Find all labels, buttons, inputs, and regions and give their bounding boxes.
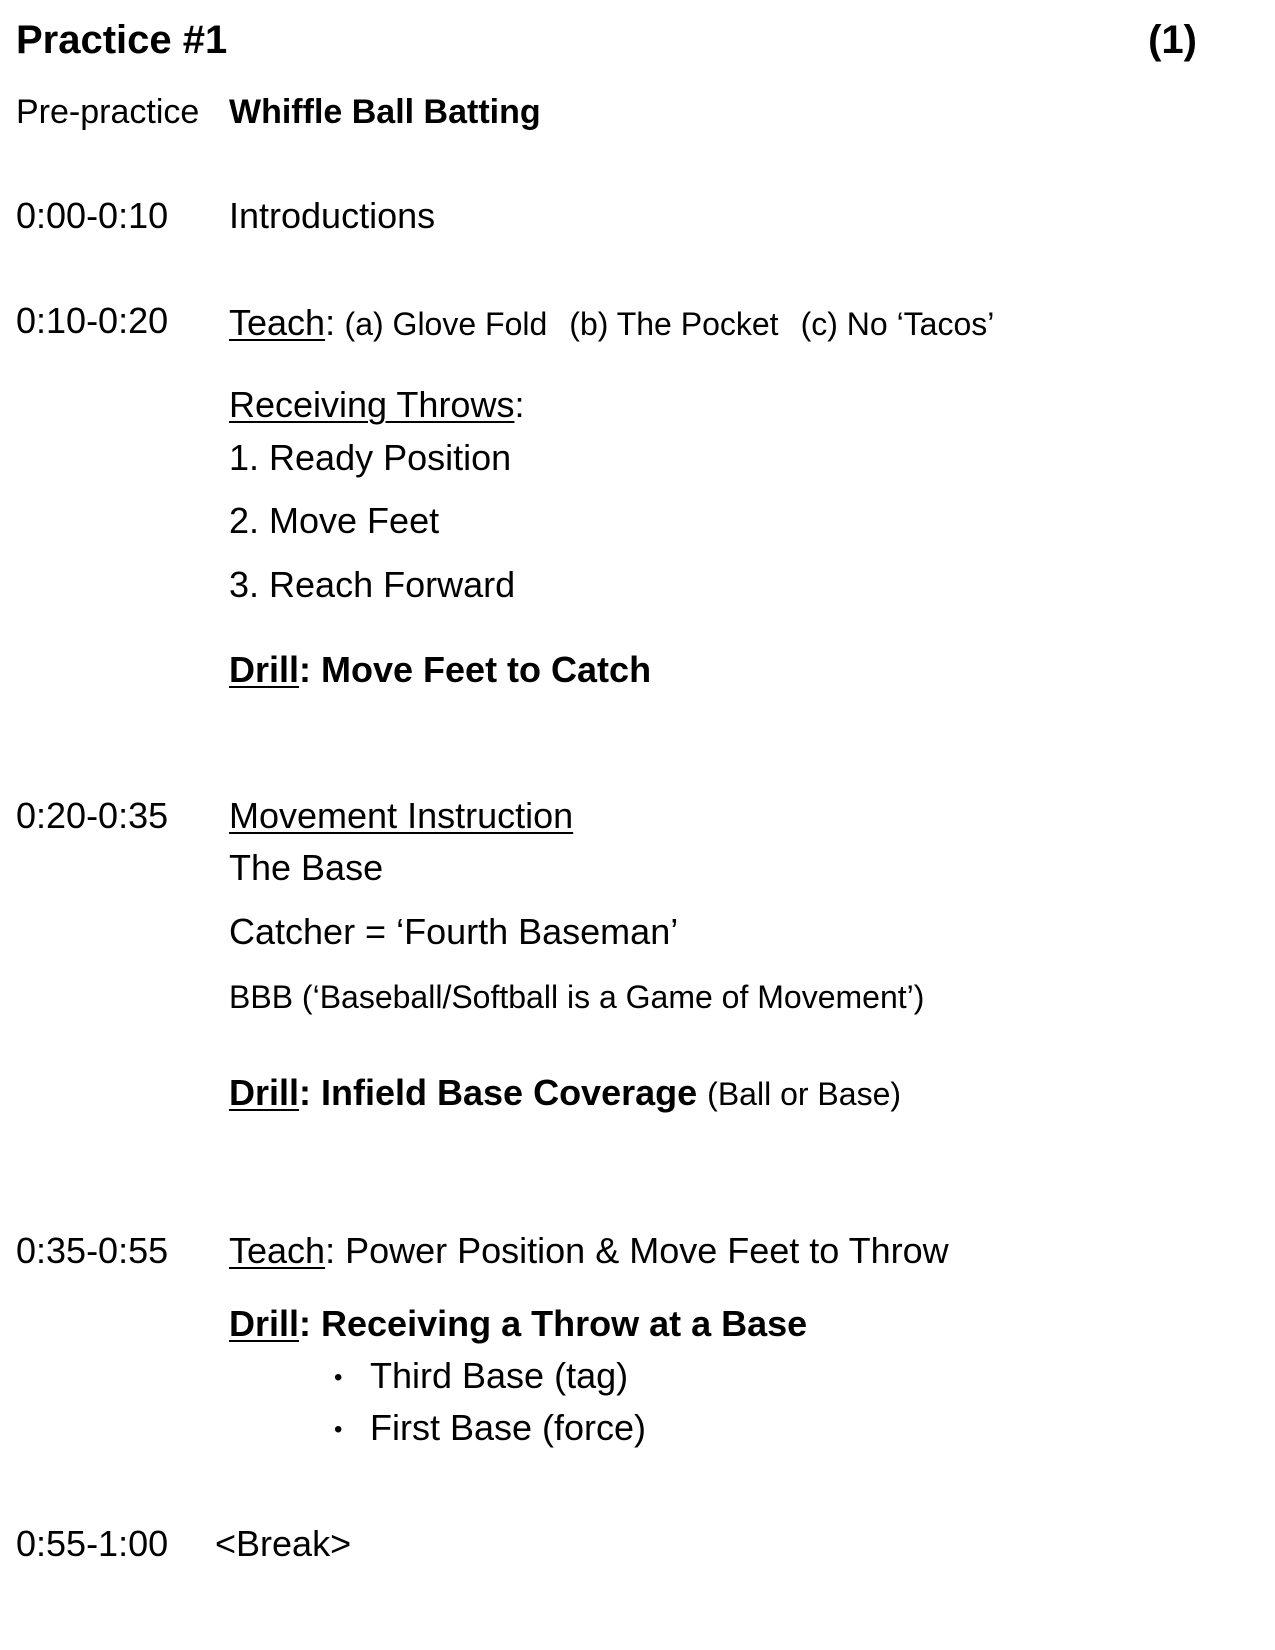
drill-label: Drill (229, 1303, 300, 1344)
drill-text: : Infield Base Coverage (299, 1072, 698, 1113)
receiving-throws-colon: : (514, 384, 525, 425)
teach-line-glove (229, 302, 995, 343)
drill-text: : Receiving a Throw at a Base (299, 1303, 808, 1344)
movement-line-3: BBB (‘Baseball/Softball is a Game of Movement’) (229, 979, 925, 1015)
time-intro: 0:00-0:10 (16, 195, 169, 236)
teach-label: Teach (229, 1230, 326, 1271)
receiving-throws-label: Receiving Throws (229, 384, 515, 425)
drill-move-feet (229, 649, 652, 690)
page-title: Practice #1 (16, 18, 228, 62)
bullet-item-1 (334, 1355, 629, 1396)
receiving-step-3: 3. Reach Forward (229, 564, 516, 605)
teach-text: : Power Position & Move Feet to Throw (325, 1230, 949, 1271)
teach-item-a: (a) Glove Fold (344, 306, 548, 342)
bullet-text: Third Base (tag) (370, 1355, 629, 1396)
break-text: <Break> (215, 1523, 352, 1564)
pre-practice-label: Pre-practice (16, 93, 200, 131)
bullet-item-2 (334, 1407, 647, 1448)
page-number: (1) (1148, 18, 1197, 62)
movement-line-2: Catcher = ‘Fourth Baseman’ (229, 911, 679, 952)
time-movement: 0:20-0:35 (16, 795, 169, 836)
bullet-icon: • (334, 1416, 343, 1443)
time-break: 0:55-1:00 (16, 1523, 169, 1564)
drill-label: Drill (229, 1072, 300, 1113)
drill-note: (Ball or Base) (707, 1076, 902, 1112)
drill-text: : Move Feet to Catch (299, 649, 652, 690)
teach-line-throwing (229, 1230, 949, 1271)
receiving-step-2: 2. Move Feet (229, 500, 440, 541)
drill-receiving (229, 1303, 808, 1344)
drill-label: Drill (229, 649, 300, 690)
teach-item-b: (b) The Pocket (569, 306, 779, 342)
pre-practice-activity: Whiffle Ball Batting (229, 93, 541, 131)
bullet-text: First Base (force) (370, 1407, 647, 1448)
receiving-step-1: 1. Ready Position (229, 437, 512, 478)
teach-item-c: (c) No ‘Tacos’ (800, 306, 995, 342)
teach-label: Teach (229, 302, 326, 343)
receiving-throws-heading (229, 384, 525, 425)
intro-text: Introductions (229, 195, 436, 236)
drill-infield (229, 1072, 902, 1113)
teach-colon: : (325, 302, 336, 343)
time-glove: 0:10-0:20 (16, 300, 169, 341)
movement-line-1: The Base (229, 847, 384, 888)
bullet-icon: • (334, 1364, 343, 1391)
time-throwing: 0:35-0:55 (16, 1230, 169, 1271)
movement-heading: Movement Instruction (229, 795, 574, 836)
